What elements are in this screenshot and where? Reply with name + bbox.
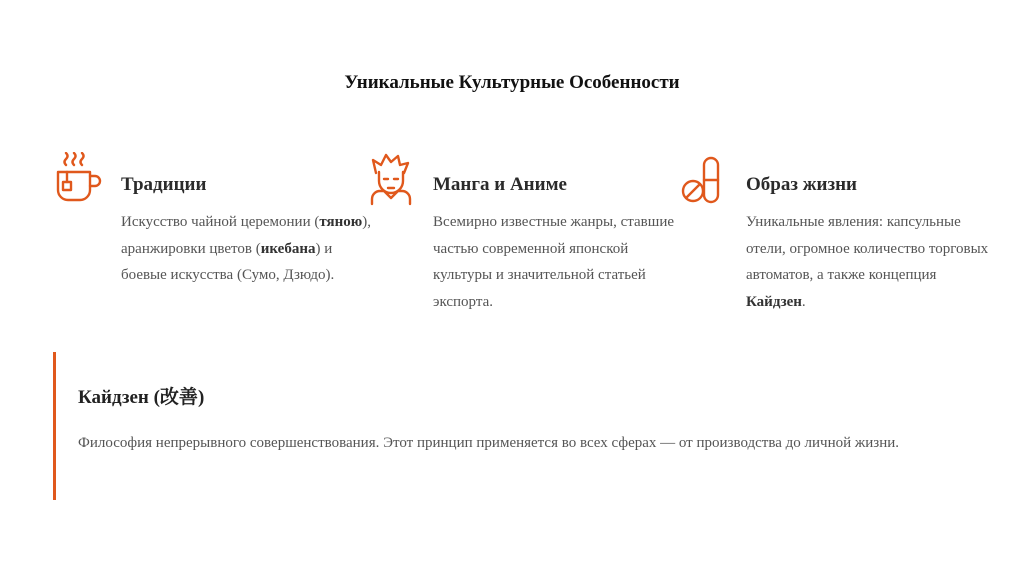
capsule-icon [680,152,728,208]
feature-heading: Манга и Аниме [433,174,567,195]
person-icon [367,152,415,208]
kaizen-title [78,382,204,409]
feature-text [433,209,683,315]
feature-heading: Традиции [121,174,207,195]
text-run: . [801,293,806,310]
kaizen-title-suffix: ) [197,387,205,408]
emphasis-term: Кайдзен [746,293,802,310]
kaizen-text: Философия непрерывного совершенствования. Этот принцип применяется во всех сферах — от производства до личной жизни. [78,435,900,451]
text-run: Всемирно известные жанры, ставшие частью современной японской культуры и значительной статьей экспорта. [433,214,675,310]
text-run: Искусство чайной церемонии ( [121,214,320,230]
kaizen-title-prefix: Кайдзен ( [78,387,160,408]
text-run: Уникальные явления: капсульные отели, огромное количество торговых автоматов, а также концепция [746,214,989,283]
feature-text [746,209,996,315]
emphasis-term: икебана [260,240,316,257]
accent-bar [53,352,56,500]
page-title: Уникальные Культурные Особенности [344,72,680,93]
text-run: ), аранжировки цветов ( [121,214,372,257]
emphasis-term: тяною [319,214,363,230]
kaizen-title-kanji: 改善 [159,386,198,408]
feature-text [121,209,371,289]
text-run: ) и боевые искусства (Сумо, Дзюдо). [121,240,335,283]
feature-heading: Образ жизни [746,174,857,195]
teacup-icon [55,152,103,208]
